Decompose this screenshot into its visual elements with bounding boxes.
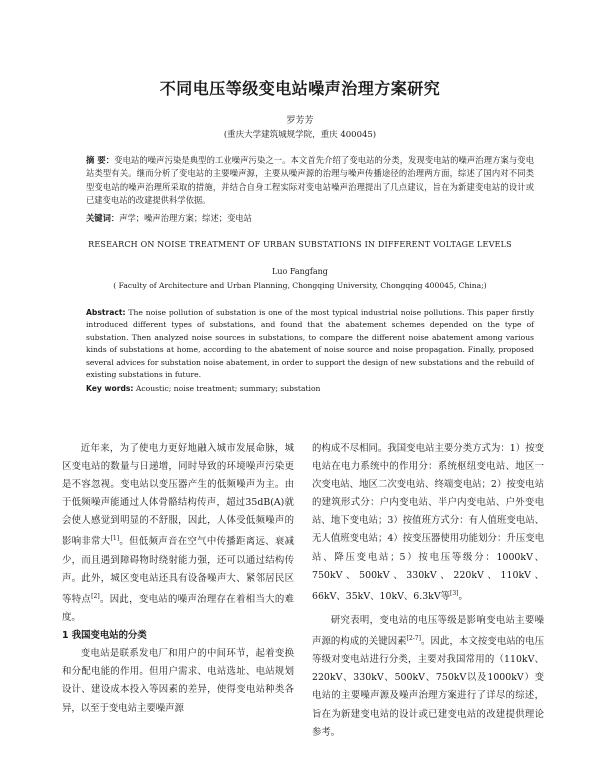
body-column-right bbox=[312, 440, 544, 742]
body-column-left bbox=[62, 440, 294, 718]
citation-ref: [1] bbox=[110, 535, 120, 543]
abstract-en-text: The noise pollution of substation is one of the most typical industrial noise pollutions. This paper firstly introduced different types of substations, and found that the abatement schemes depended on the type of substation. Then analyzed noise sources in substations, to compare the different noise abatement among various kinds of substations at home, according to the abatement of noise source and noise propagation. Finally, proposed several advices for substation noise abatement, in order to support the design of new substations and the rebuild of existing substations in future. bbox=[86, 308, 534, 380]
body-paragraph: 变电站是联系发电厂和用户的中间环节，起着变换和分配电能的作用。但用户需求、电站选址、电站规划设计、建设成本投入等因素的差异，使得变电站种类各异，以至于变电站主要噪声源 bbox=[62, 648, 294, 714]
paper-title-en: RESEARCH ON NOISE TREATMENT OF URBAN SUBSTATIONS IN DIFFERENT VOLTAGE LEVELS bbox=[88, 240, 512, 249]
keywords-cn-text: 声学；噪声治理方案；综述；变电站 bbox=[119, 213, 252, 223]
author-name-en: Luo Fangfang bbox=[272, 267, 328, 276]
abstract-en bbox=[86, 307, 534, 381]
keywords-en bbox=[86, 383, 534, 395]
keywords-en-text: Acoustic; noise treatment; summary; substation bbox=[133, 384, 321, 393]
paper-title-cn: 不同电压等级变电站噪声治理方案研究 bbox=[159, 79, 441, 98]
keywords-cn-label: 关键词： bbox=[86, 213, 120, 223]
affiliation-cn: (重庆大学建筑城规学院，重庆 400045) bbox=[223, 130, 377, 140]
author-name-cn: 罗芳芳 bbox=[286, 116, 314, 126]
abstract-en-label: Abstract: bbox=[86, 308, 126, 317]
citation-ref: [3] bbox=[450, 589, 459, 597]
abstract-cn bbox=[86, 154, 534, 208]
keywords-cn bbox=[86, 212, 534, 225]
body-paragraph: 的构成不尽相同。我国变电站主要分类方式为：1）按变电站在电力系统中的作用分：系统枢纽变电站、地区一次变电站、地区二次变电站、终端变电站；2）按变电站的建筑形式分：户内变电站、半户内变电站、户外变电站、地下变电站；3）按值班方式分：有人值班变电站、无人值班变电站；4）按变压器使用功能划分：升压变电站、降压变电站；5）按电压等级分：1000kV、750kV、500kV、330kV、220kV、110kV、66kV、35kV、10kV、6.3kV等[3]。 bbox=[312, 443, 544, 602]
citation-ref: [2-7] bbox=[406, 635, 421, 643]
body-paragraph: 研究表明，变电站的电压等级是影响变电站主要噪声源的构成的关键因素[2-7]。因此，本文按变电站的电压等级对变电站进行分类，主要对我国常用的（110kV、220kV、330kV、500kV、750kV以及1000kV）变电站的主要噪声源及噪声治理方案进行了详尽的综述，旨在为新建变电站的设计或已建变电站的改建提供理论参考。 bbox=[312, 614, 544, 738]
abstract-cn-label: 摘 要： bbox=[86, 155, 115, 165]
body-paragraph: 近年来，为了使电力更好地融入城市发展命脉，城区变电站的数量与日递增，同时导致的环境噪声污染更是不容忽视。变电站以变压器产生的低频噪声为主。由于低频噪声能通过人体骨骼结构传声，超过35dB(A)就会使人感觉到明显的不舒服，因此，人体受低频噪声的影响非常大[1]。但低频声音在空气中传播距离远、衰减少，而且遇到障碍物时绕射能力强，还可以通过结构传声。此外，城区变电站还具有设备噪声大、紧邻居民区等特点[2]。因此，变电站的噪声治理存在着相当大的难度。 bbox=[62, 443, 294, 624]
affiliation-en: ( Faculty of Architecture and Urban Planning, Chongqing University, Chongqing 400045, China;) bbox=[113, 281, 487, 290]
citation-ref: [2] bbox=[91, 592, 100, 600]
section-heading: 1 我国变电站的分类 bbox=[62, 630, 147, 642]
abstract-cn-text: 变电站的噪声污染是典型的工业噪声污染之一。本文首先介绍了变电站的分类，发现变电站的噪声治理方案与变电站类型有关。继而分析了变电站的主要噪声源，主要从噪声源的治理与噪声传播途径的治理两方面，综述了国内对不同类型变电站的噪声治理所采取的措施，并结合自身工程实际对变电站噪声治理提出了几点建议，旨在为新建变电站的设计或已建变电站的改建提供科学依据。 bbox=[86, 155, 534, 206]
keywords-en-label: Key words: bbox=[86, 384, 134, 393]
